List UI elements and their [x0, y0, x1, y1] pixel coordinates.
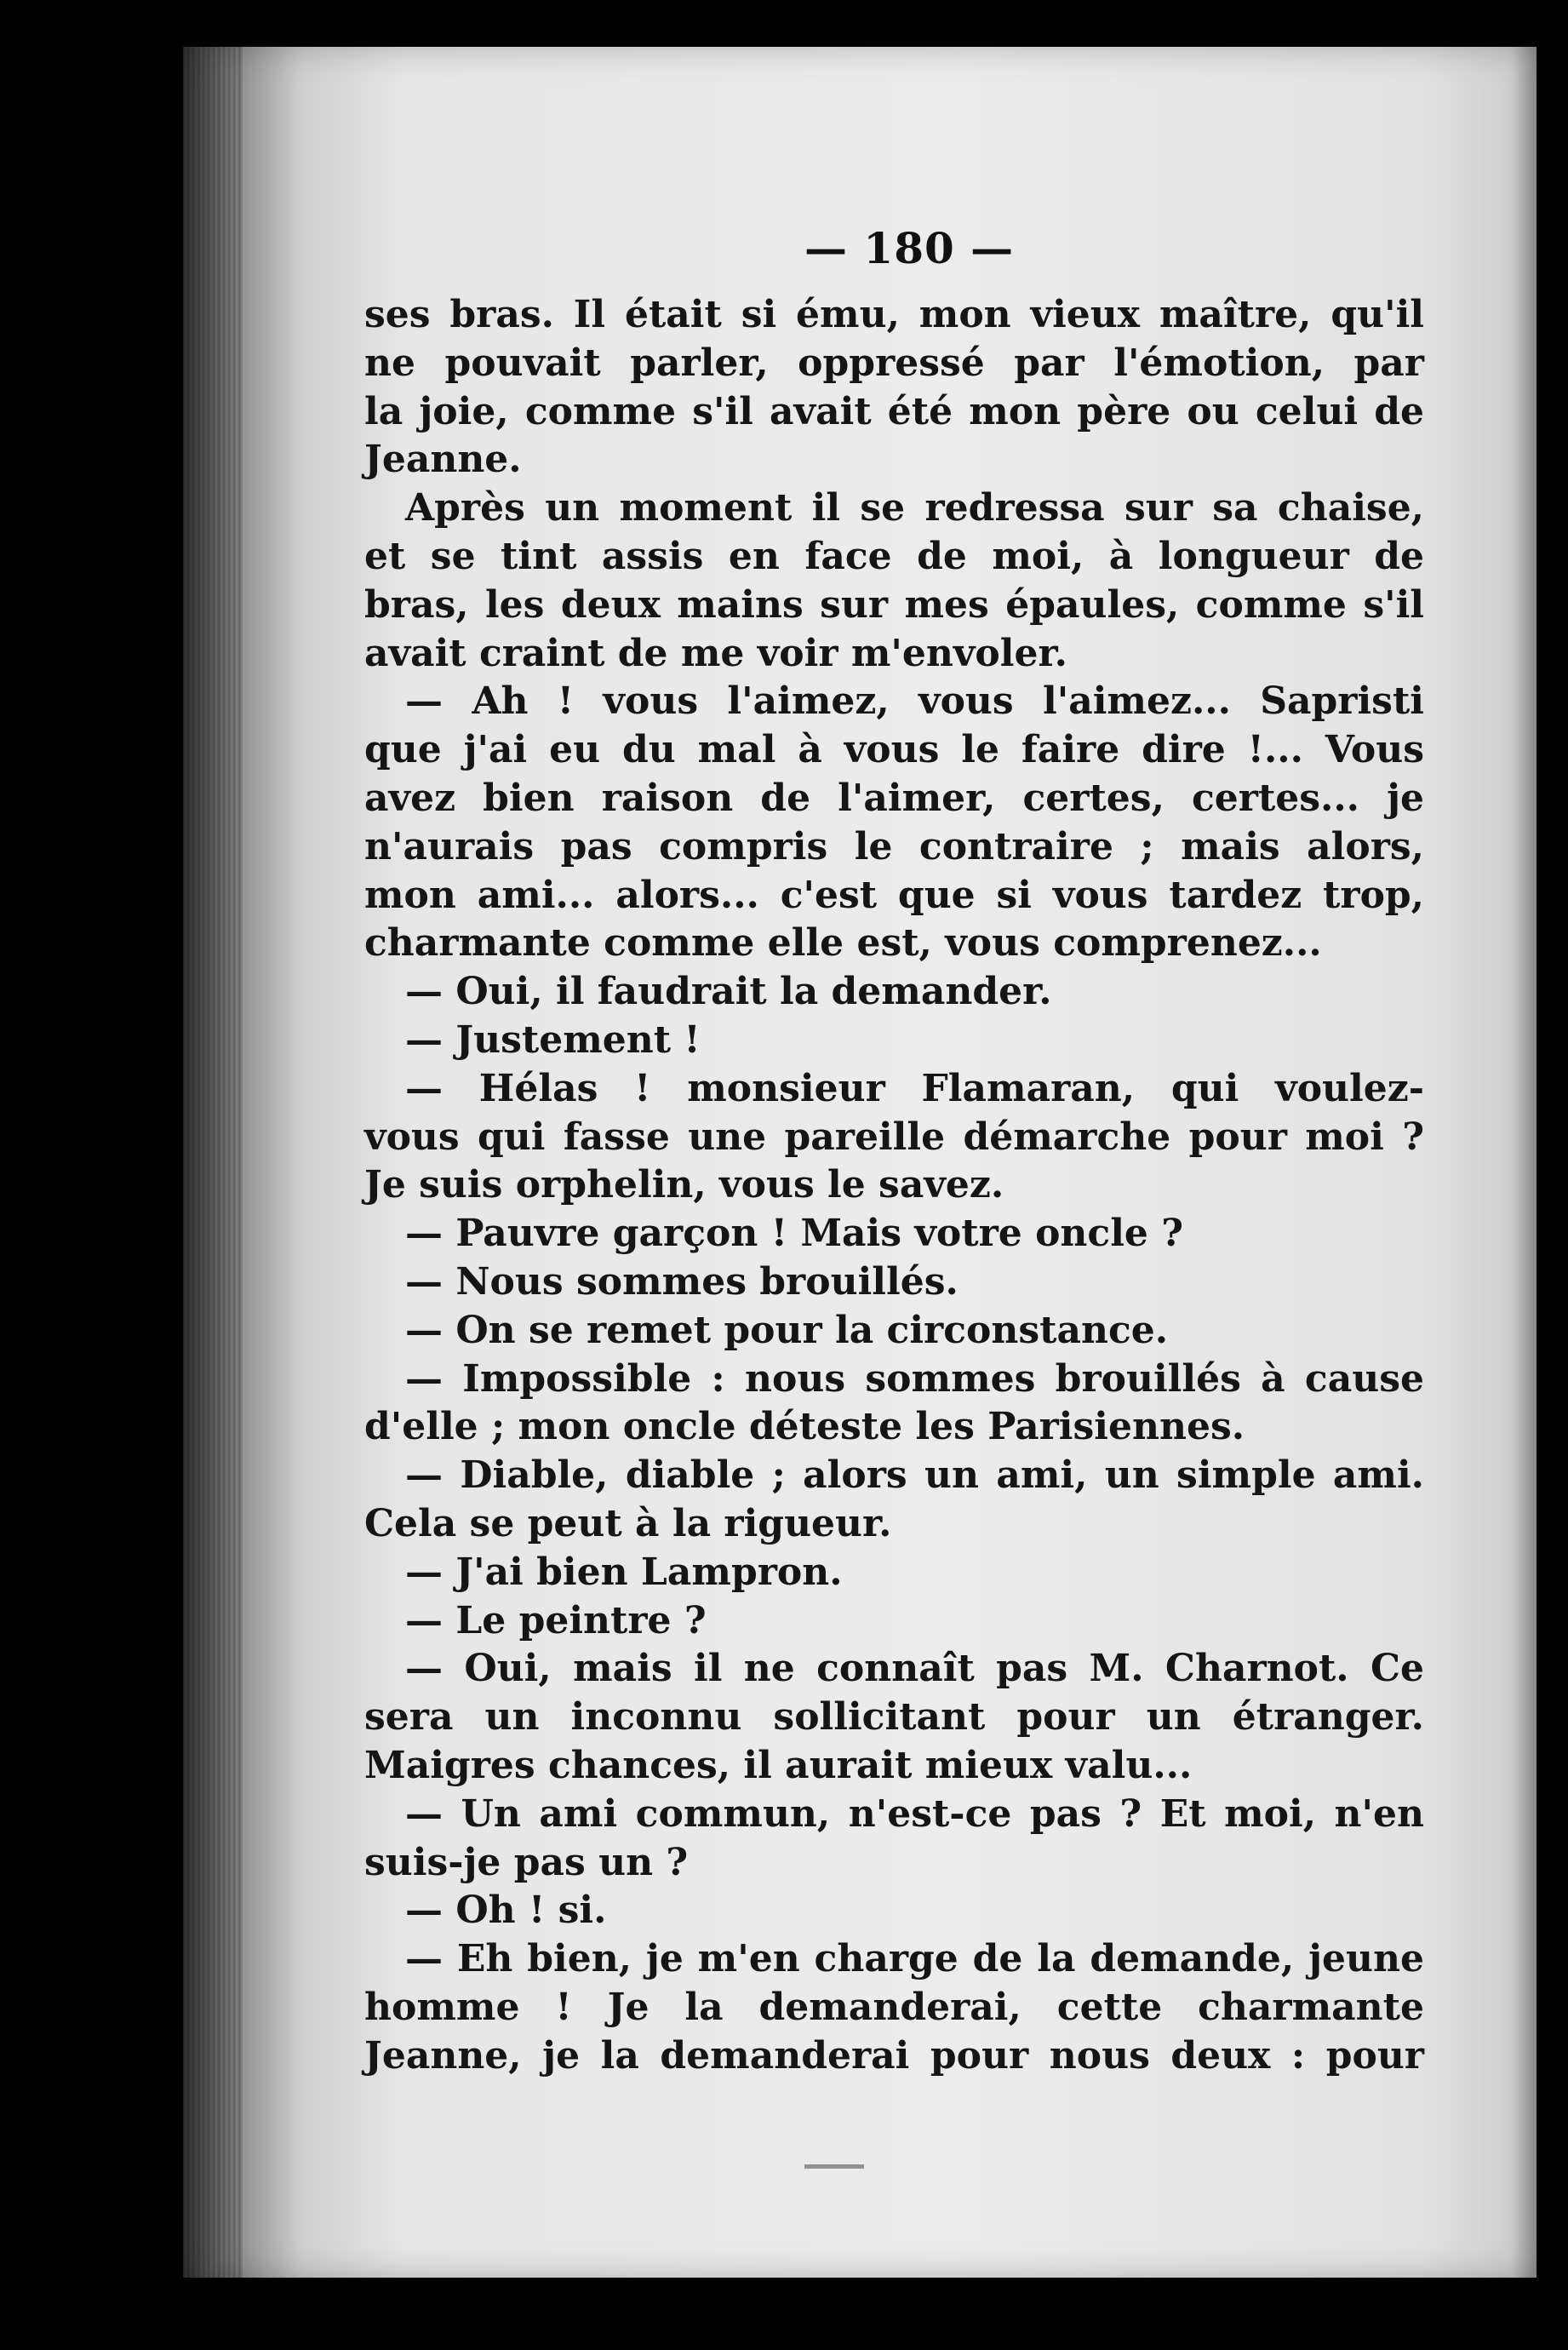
text-line: d'elle ; mon oncle déteste les Parisiennes.: [364, 1405, 1245, 1449]
text-line: vous qui fasse une pareille démarche pour moi ?: [364, 1115, 1424, 1159]
text-line: charmante comme elle est, vous comprenez...: [364, 921, 1322, 966]
text-line: ne pouvait parler, oppressé par l'émotion, par: [364, 341, 1424, 385]
text-line: ses bras. Il était si ému, mon vieux maître, qu'il: [364, 293, 1424, 336]
page-binding-shadow: [183, 47, 243, 2278]
text-line: Maigres chances, il aurait mieux valu...: [364, 1743, 1193, 1787]
text-line: — On se remet pour la circonstance.: [405, 1308, 1169, 1352]
text-line: mon ami... alors... c'est que si vous tardez trop,: [364, 873, 1424, 917]
body-text: [364, 291, 1424, 2080]
text-line: — Impossible : nous sommes brouillés à cause: [405, 1356, 1424, 1401]
text-line: — Justement !: [405, 1017, 701, 1062]
text-line: Je suis orphelin, vous le savez.: [364, 1163, 1004, 1207]
text-line: — Oui, il faudrait la demander.: [405, 970, 1052, 1014]
text-line: la joie, comme s'il avait été mon père ou celui de: [364, 389, 1424, 433]
text-line: Jeanne, je la demanderai pour nous deux : pour: [364, 2033, 1424, 2078]
text-line: — Diable, diable ; alors un ami, un simple ami.: [405, 1453, 1424, 1498]
text-line: — Eh bien, je m'en charge de la demande, jeune: [405, 1937, 1424, 1981]
text-line: avait craint de me voir m'envoler.: [364, 631, 1067, 675]
text-line: et se tint assis en face de moi, à longueur de: [364, 534, 1424, 578]
page-number: — 180 —: [804, 223, 1015, 273]
text-line: — Pauvre garçon ! Mais votre oncle ?: [405, 1212, 1184, 1256]
text-line: avez bien raison de l'aimer, certes, certes... je: [364, 776, 1424, 820]
text-line: — J'ai bien Lampron.: [405, 1550, 843, 1594]
text-line: — Ah ! vous l'aimez, vous l'aimez... Sapristi: [405, 679, 1424, 724]
text-line: Jeanne.: [364, 438, 522, 482]
text-line: sera un inconnu sollicitant pour un étranger.: [364, 1695, 1424, 1740]
text-line: — Le peintre ?: [405, 1598, 707, 1642]
bottom-smudge: [804, 2164, 864, 2169]
text-line: — Un ami commun, n'est-ce pas ? Et moi, n'en: [405, 1791, 1424, 1836]
text-line: n'aurais pas compris le contraire ; mais alors,: [364, 824, 1424, 868]
text-line: Après un moment il se redressa sur sa chaise,: [405, 486, 1424, 530]
text-line: Cela se peut à la rigueur.: [364, 1501, 892, 1545]
text-line: — Nous sommes brouillés.: [405, 1259, 959, 1304]
text-line: — Oh ! si.: [405, 1889, 607, 1933]
text-line: — Oui, mais il ne connaît pas M. Charnot. Ce: [405, 1647, 1424, 1691]
text-line: homme ! Je la demanderai, cette charmante: [364, 1985, 1424, 2029]
text-line: suis-je pas un ?: [364, 1840, 689, 1884]
text-line: — Hélas ! monsieur Flamaran, qui voulez-: [405, 1066, 1424, 1110]
text-line: que j'ai eu du mal à vous le faire dire !... Vous: [364, 728, 1424, 772]
text-line: bras, les deux mains sur mes épaules, comme s'il: [364, 582, 1424, 627]
